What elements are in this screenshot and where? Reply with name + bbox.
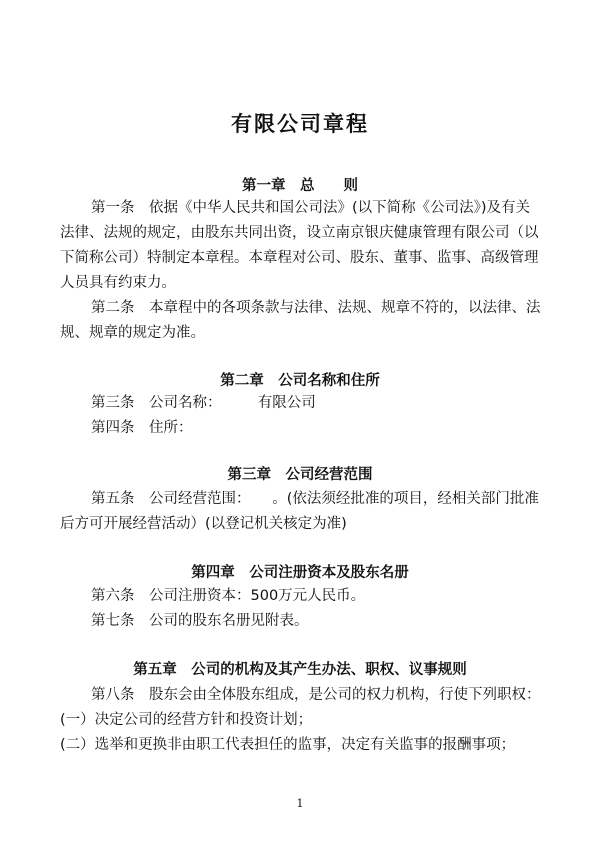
article-6: 第六条 公司注册资本：500万元人民币。 [91,588,366,604]
article-4: 第四条 住所： [91,420,193,436]
article-1-line-4: 人员具有约束力。 [60,275,176,291]
chapter-2-heading: 第二章 公司名称和住所 [220,373,380,389]
article-5-line-1: 第五条 公司经营范围： 。(依法须经批准的项目，经相关部门批准 [91,491,539,507]
page-number: 1 [296,797,304,810]
chapter-3-heading: 第三章 公司经营范围 [227,467,373,483]
article-3: 第三条 公司名称： 有限公司 [91,395,316,411]
article-1-line-2: 法律、法规的规定，由股东共同出资，设立南京银庆健康管理有限公司（以 [60,225,539,241]
article-7: 第七条 公司的股东名册见附表。 [91,613,309,629]
article-2-line-2: 规、规章的规定为准。 [60,325,205,341]
article-8: 第八条 股东会由全体股东组成，是公司的权力机构，行使下列职权： [91,687,541,703]
article-5-line-2: 后方可开展经营活动）(以登记机关核定为准) [60,516,347,532]
article-8-item-2: (二）选举和更换非由职工代表担任的监事，决定有关监事的报酬事项； [60,737,516,753]
article-2-line-1: 第二条 本章程中的各项条款与法律、法规、规章不符的，以法律、法 [91,300,541,316]
article-1-line-3: 下简称公司）特制定本章程。本章程对公司、股东、董事、监事、高级管理 [60,250,539,266]
article-8-item-1: (一）决定公司的经营方针和投资计划； [60,712,313,728]
article-1-line-1: 第一条 依据《中华人民共和国公司法》(以下简称《公司法》)及有关 [91,200,531,216]
chapter-4-heading: 第四章 公司注册资本及股东名册 [191,565,409,581]
document-title: 有限公司章程 [231,112,369,136]
chapter-5-heading: 第五章 公司的机构及其产生办法、职权、议事规则 [133,662,467,678]
chapter-1-heading: 第一章 总 则 [242,178,358,194]
